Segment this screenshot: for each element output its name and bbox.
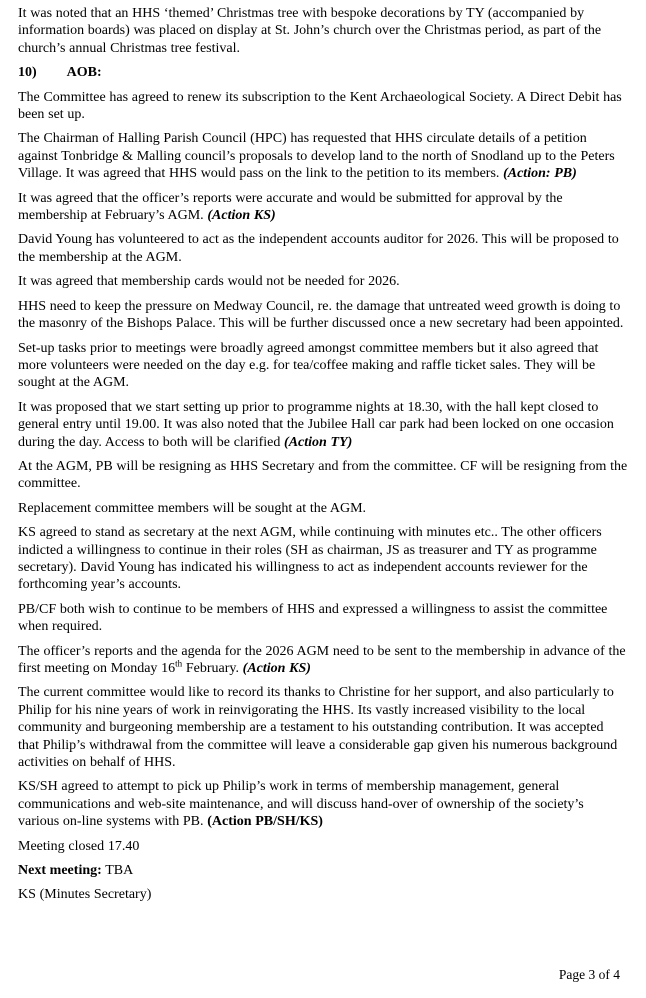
paragraph (18, 862, 628, 879)
paragraph (18, 684, 628, 771)
text-run: AOB: (66, 65, 102, 81)
text-run: (Action KS) (207, 208, 276, 224)
paragraph (18, 89, 628, 124)
paragraph (18, 231, 628, 266)
text-run: (Action PB/SH/KS) (207, 814, 323, 830)
paragraph (18, 838, 628, 855)
paragraph (18, 886, 628, 903)
text-run: February. (182, 661, 243, 676)
text-run: Next meeting: (18, 863, 102, 879)
paragraph (18, 643, 628, 678)
text-run: TBA (101, 863, 134, 879)
text-run: (Action: PB) (503, 166, 577, 182)
text-run: Meeting closed 17.40 (18, 838, 140, 854)
paragraph (18, 500, 628, 517)
paragraph (18, 601, 628, 636)
paragraph (18, 273, 628, 290)
text-run: KS/SH agreed to attempt to pick up Philip’s work in terms of membership management, general communications and web-site maintenance, and will discuss hand-over of ownership of the society’s various on-line systems with PB. (18, 779, 584, 830)
paragraph (18, 778, 628, 830)
text-run: At the AGM, PB will be resigning as HHS Secretary and from the committee. CF will be resigning from the committee. (18, 458, 628, 492)
text-run: It was proposed that we start setting up prior to programme nights at 18.30, with the hall kept closed to general entry until 19.00. It was also noted that the Jubilee Hall car park had been locked on one occasion during the day. Access to both will be clarified (18, 399, 614, 450)
text-run: th (175, 658, 183, 669)
text-run: David Young has volunteered to act as the independent accounts auditor for 2026. This will be proposed to the membership at the AGM. (18, 232, 619, 265)
section-heading (18, 64, 628, 81)
text-run: KS agreed to stand as secretary at the next AGM, while continuing with minutes etc.. The other officers indicted a willingness to continue in their roles (SH as chairman, JS as treasurer and TY as programme secretary). David Young has indicated his willingness to act as independent accounts reviewer for the forthcoming year’s accounts. (18, 525, 602, 593)
text-run: (Action TY) (284, 434, 353, 450)
paragraph (18, 190, 628, 225)
text-run: KS (Minutes Secretary) (18, 887, 152, 903)
text-run: It was agreed that membership cards would not be needed for 2026. (18, 274, 400, 290)
paragraph (18, 130, 628, 182)
text-run: It was noted that an HHS ‘themed’ Christmas tree with bespoke decorations by TY (accompanied by information boards) was placed on display at St. John’s church over the Christmas period, as part of the church’s annual Christmas tree festival. (18, 6, 602, 56)
paragraph (18, 524, 628, 594)
paragraph (18, 340, 628, 392)
page-number-footer: Page 3 of 4 (558, 967, 620, 982)
text-run: The Committee has agreed to renew its subscription to the Kent Archaeological Society. A Direct Debit has been set up. (18, 89, 622, 123)
text-run: PB/CF both wish to continue to be members of HHS and expressed a willingness to assist the committee when required. (18, 601, 608, 635)
text-run: 10) (18, 65, 37, 81)
text-run: It was agreed that the officer’s reports were accurate and would be submitted for approval by the membership at February’s AGM. (18, 190, 563, 224)
text-run: HHS need to keep the pressure on Medway Council, re. the damage that untreated weed growth is doing to the masonry of the Bishops Palace. This will be further discussed once a new secretary had been appointed. (18, 298, 624, 332)
text-run: The Chairman of Halling Parish Council (HPC) has requested that HHS circulate details of a petition against Tonbridge & Malling council’s proposals to develop land to the north of Snodland up to the Peters Village. It was agreed that HHS would pass on the link to the petition to its members. (18, 131, 615, 182)
paragraph (18, 298, 628, 333)
text-run: The officer’s reports and the agenda for the 2026 AGM need to be sent to the membership in advance of the first meeting on Monday 16 (18, 643, 626, 676)
paragraph (18, 458, 628, 493)
text-run: The current committee would like to record its thanks to Christine for her support, and also particularly to Philip for his nine years of work in reinvigorating the HHS. Its vastly increased visibility to the local community and burgeoning membership are a testament to his outstanding contribution. It was accepted that Philip’s withdrawal from the committee will leave a considerable gap given his numerous background activities on behalf of HHS. (18, 685, 618, 771)
text-run: Replacement committee members will be sought at the AGM. (18, 500, 367, 516)
text-run: (Action KS) (242, 661, 311, 676)
paragraph (18, 399, 628, 451)
document-body (18, 5, 628, 911)
paragraph (18, 5, 628, 57)
text-run: Set-up tasks prior to meetings were broadly agreed amongst committee members but it also agreed that more volunteers were needed on the day e.g. for tea/coffee making and raffle ticket sales. They will be sought at the AGM. (18, 340, 599, 391)
